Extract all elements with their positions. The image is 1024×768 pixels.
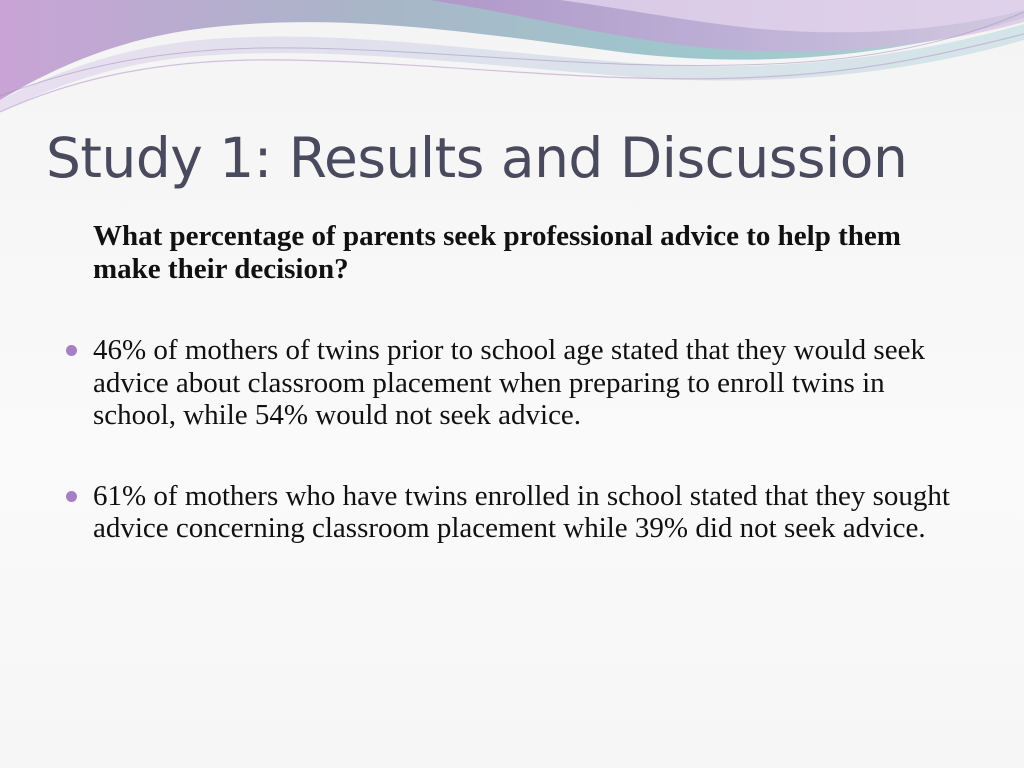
bullet-dot-icon bbox=[66, 491, 77, 502]
bullet-item-2 bbox=[93, 480, 973, 545]
bullet-text-2: 61% of mothers who have twins enrolled in school stated that they sought advice concerning classroom placement while 39% did not seek advice. bbox=[93, 479, 950, 544]
bullet-item-1 bbox=[93, 334, 973, 432]
bullet-dot-icon bbox=[66, 345, 77, 356]
header-wave-decoration bbox=[0, 0, 1024, 130]
question-text: What percentage of parents seek professional advice to help them make their decision? bbox=[93, 220, 901, 285]
slide-title: Study 1: Results and Discussion bbox=[46, 126, 908, 190]
bullet-list bbox=[93, 334, 973, 593]
bullet-text-1: 46% of mothers of twins prior to school age stated that they would seek advice about classroom placement when preparing to enroll twins in school, while 54% would not seek advice. bbox=[93, 334, 925, 431]
